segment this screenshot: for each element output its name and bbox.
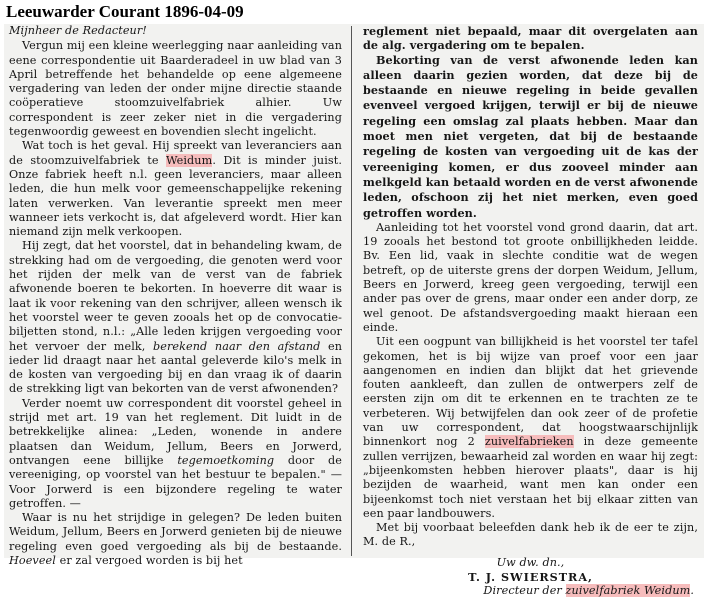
closing-formula: Uw dw. dn.,: [496, 555, 565, 569]
paragraph-1: Vergun mij een kleine weerlegging naar aanleiding van eene correspondentie uit Baarderadeel in uw blad van 3 April betreffende het behandelde op eene algemeene vergadering van leden der onder mijne directie staande coöperatieve stoomzuivelfabriek alhier. Uw correspondent is zeer zeker niet in die vergadering tegenwoordig geweest en bovendien slecht ingelicht.: [9, 39, 342, 139]
signature-title-end: .: [690, 584, 694, 598]
paragraph-2-text-a: Wat toch is het geval. Hij spreekt van leveranciers aan de stoomzuivelfabriek te: [9, 139, 342, 167]
paragraph-4-text-b: door de vereeniging, op voorstel van het bestuur te bepalen." — Voor Jorwerd is een bijzondere regeling te water getroffen. —: [9, 453, 342, 510]
paragraph-3-text-b: en ieder lid draagt naar het aantal geleverde kilo's melk in de kosten van vergoeding bij en dan vraag ik of daarin de strekking ligt van bekorten van de verst afwonenden?: [9, 339, 343, 396]
paragraph-2: [9, 139, 342, 239]
paragraph-6: [363, 53, 698, 221]
paragraph-4: [9, 397, 342, 511]
signature-name: T. J. SWIERSTRA,: [468, 569, 593, 584]
paragraph-3-text-a: Hij zegt, dat het voorstel, dat in behandeling kwam, de strekking had om de vergoeding, die genoten werd voor het rijden der melk van de verst van de fabriek afwonende boeren te bekorten. In hoeverre dit waar is laat ik voor rekening van den schrijver, alleen wensch ik het voorstel weer te geven zooals het op de convocatie-biljetten stond, n.l.: „Alle leden krijgen vergoeding voor het vervoer der melk,: [9, 239, 342, 353]
column-divider: [351, 26, 352, 556]
paragraph-7: Aanleiding tot het voorstel vond grond daarin, dat art. 19 zooals het bestond tot groote onbillijkheden leidde. Bv. Een lid, vaak in slechte conditie wat de wegen betreft, op de uiterste grens der dorpen Weidum, Jellum, Beers en Jorwerd, kreeg geen vergoeding, terwijl een ander pas over de grens, maar onder een ander dorp, ze wel genoot. De afstandsvergoeding maakt hieraan een einde.: [363, 220, 698, 334]
continuation-paragraph: reglement niet bepaald, maar dit overgelaten aan de alg. vergadering om te bepalen.: [363, 24, 698, 53]
highlight-weidum: Weidum: [165, 153, 213, 167]
highlight-zuivelfabriek-weidum: zuivelfabriek Weidum: [565, 584, 691, 598]
paragraph-5-text-a: Waar is nu het strijdige in gelegen? De leden buiten Weidum, Jellum, Beers en Jorwerd genieten bij de nieuwe regeling even goed vergoeding als bij de bestaande.: [9, 511, 342, 553]
salutation: Mijnheer de Redacteur!: [9, 24, 147, 37]
newspaper-title: Leeuwarder Courant 1896-04-09: [6, 2, 244, 21]
paragraph-3: [9, 239, 342, 396]
signature-title: [363, 584, 698, 598]
right-column: [363, 24, 698, 599]
highlight-zuivelfabrieken: zuivelfabrieken: [484, 435, 574, 449]
paragraph-9: Met bij voorbaat beleefden dank heb ik de eer te zijn, M. de R.,: [363, 521, 698, 549]
paragraph-8-text-b: in deze gemeente zullen verrijzen, bewaarheid zal worden en waar hij zegt: „bijeenkomsten hebben hierover plaats", daar is hij bezijden de waarheid, want men kan onder een bijeenkomst toch niet verstaan het bij elkaar zitten van een paar landbouwers.: [363, 435, 698, 520]
paragraph-3-italic: berekend naar den afstand: [153, 339, 321, 353]
paragraph-4-italic: tegemoetkoming: [177, 453, 275, 467]
left-column: [9, 24, 342, 568]
paragraph-5-italic: Hoeveel: [9, 553, 56, 567]
paragraph-6-text: Bekorting van de verst afwonende leden kan alleen daarin gezien worden, dat deze bij de bestaande en nieuwe regeling in beide gevallen evenveel vergoed krijgen, terwijl er bij de nieuwe regeling een omslag zal plaats hebben. Maar dan moet men niet vergeten, dat bij de bestaande regeling de kosten van vergoeding uit de kas der vereeniging komen, er dus zooveel minder aan melkgeld kan betaald worden en de verst afwonende leden, ofschoon zij het niet merken, even goed getroffen worden.: [363, 52, 698, 220]
paragraph-8-text-a: Uit een oogpunt van billijkheid is het voorstel ter tafel gekomen, het is bij wijze van proef voor een jaar aangenomen en indien dan blijkt dat het grievende fouten aankleeft, dan zullen de ontwerpers zelf de eersten zijn om dit te erkennen en te trachten ze te verbeteren. Wij betwijfelen dan ook zeer of de profetie van uw correspondent, dat hoogstwaarschijnlijk binnenkort nog 2: [363, 335, 698, 449]
paragraph-4-text-a: Verder noemt uw correspondent dit voorstel geheel in strijd met art. 19 van het reglement. Dit luidt in de betrekkelijke alinea: „Leden, wonende in andere plaatsen dan Weidum, Jellum, Beers en Jorwerd, ontvangen eene billijke: [9, 396, 342, 467]
paragraph-5-text-b: er zal vergoed worden is bij het: [55, 553, 243, 567]
paragraph-2-text-b: . Dit is minder juist. Onze fabriek heeft n.l. geen leveranciers, maar alleen leden, die hun melk voor gemeenschappelijke rekening laten verwerken. Van leverantie spreekt men meer wanneer iets verkocht is, dat afgeleverd wordt. Hier kan niemand zijn melk verkoopen.: [9, 153, 342, 239]
paragraph-8: [363, 335, 698, 521]
signature-title-text: Directeur der: [483, 584, 566, 598]
